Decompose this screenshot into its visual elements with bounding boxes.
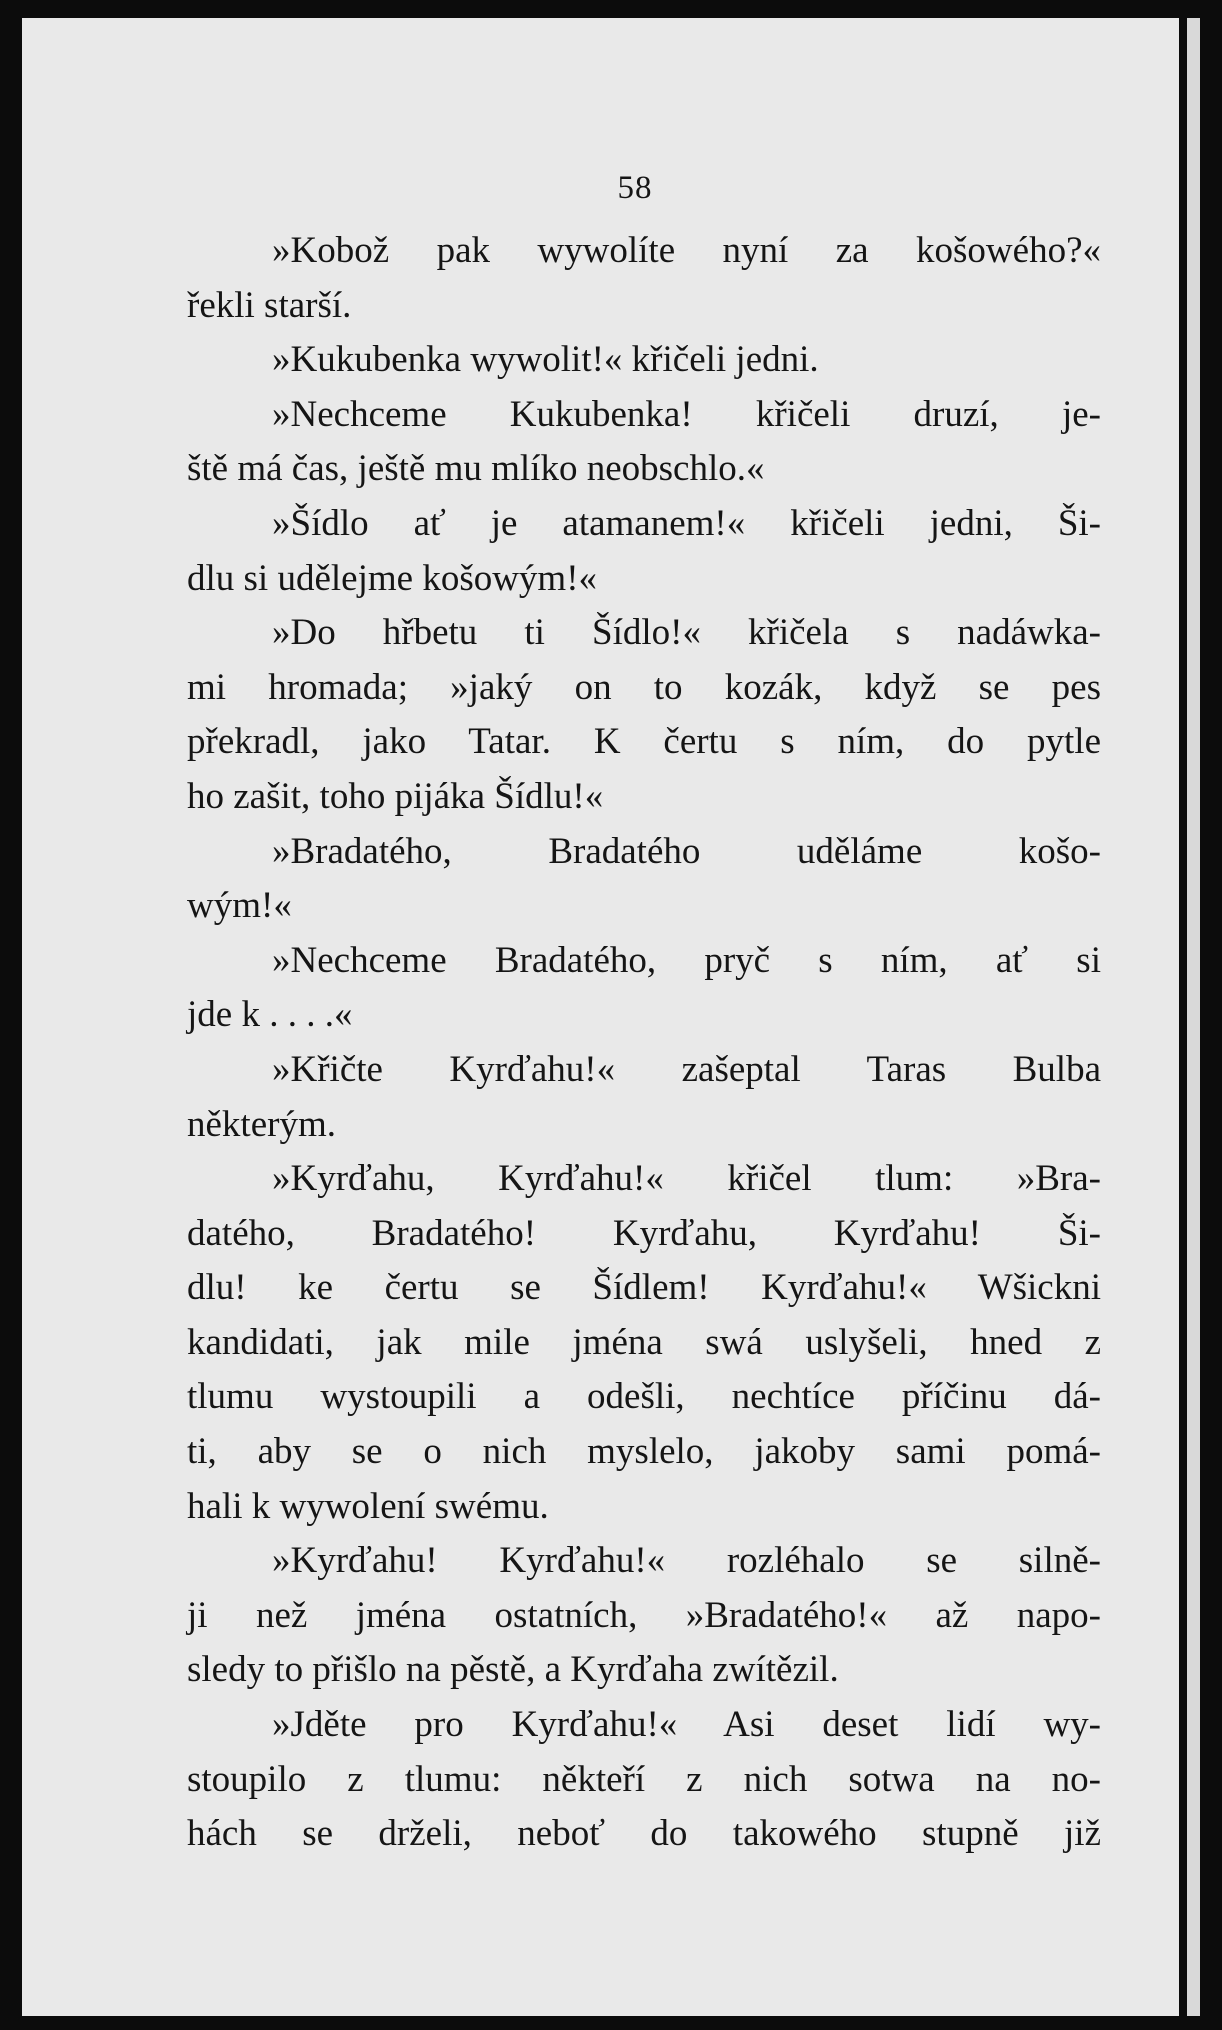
- text-line: »Šídlo ať je atamanem!« křičeli jedni, Ši-: [272, 502, 1101, 544]
- text-line: »Kobož pak wywolíte nyní za košowého?«: [272, 230, 1101, 271]
- text-line: »Do hřbetu ti Šídlo!« křičela s nadáwka-: [272, 612, 1101, 654]
- text-line: hali k wywolení swému.: [187, 1485, 549, 1527]
- text-line: dlu si udělejme košowým!«: [187, 557, 598, 599]
- text-line: dlu! ke čertu se Šídlem! Kyrďahu!« Wšickni: [187, 1267, 1101, 1309]
- text-line: ho zašit, toho pijáka Šídlu!«: [187, 775, 604, 817]
- text-line: některým.: [187, 1103, 336, 1145]
- text-line: »Bradatého, Bradatého uděláme košo-: [272, 830, 1101, 872]
- page-edge-strip: [1187, 18, 1200, 2016]
- text-line: ště má čas, ještě mu mlíko neobschlo.«: [187, 448, 765, 490]
- text-line: mi hromada; »jaký on to kozák, když se pes: [187, 666, 1101, 708]
- text-line: »Křičte Kyrďahu!« zašeptal Taras Bulba: [272, 1048, 1101, 1090]
- text-line: ji než jména ostatních, »Bradatého!« až napo-: [187, 1594, 1101, 1636]
- text-line: tlumu wystoupili a odešli, nechtíce příčinu dá-: [187, 1376, 1101, 1418]
- text-line: hách se drželi, neboť do takowého stupně již: [187, 1813, 1101, 1855]
- text-line: datého, Bradatého! Kyrďahu, Kyrďahu! Ši-: [187, 1212, 1101, 1254]
- text-line: »Kukubenka wywolit!« křičeli jedni.: [272, 339, 819, 381]
- text-line: kandidati, jak mile jména swá uslyšeli, hned z: [187, 1321, 1101, 1363]
- text-line: sledy to přišlo na pěstě, a Kyrďaha zwítězil.: [187, 1649, 839, 1691]
- text-line: překradl, jako Tatar. K čertu s ním, do pytle: [187, 721, 1101, 763]
- text-line: řekli starší.: [187, 284, 352, 326]
- text-line: »Nechceme Bradatého, pryč s ním, ať si: [272, 939, 1101, 981]
- text-line: stoupilo z tlumu: někteří z nich sotwa na no-: [187, 1758, 1101, 1800]
- text-line: wým!«: [187, 885, 292, 927]
- text-line: ti, aby se o nich myslelo, jakoby sami pomá-: [187, 1431, 1101, 1473]
- text-line: »Kyrďahu, Kyrďahu!« křičel tlum: »Bra-: [272, 1158, 1101, 1200]
- text-line: »Kyrďahu! Kyrďahu!« rozléhalo se silně-: [272, 1540, 1101, 1582]
- page-number: 58: [617, 170, 653, 206]
- text-line: »Jděte pro Kyrďahu!« Asi deset lidí wy-: [272, 1704, 1101, 1746]
- text-line: jde k . . . .«: [187, 994, 353, 1036]
- body-text: [187, 224, 1101, 1862]
- page-edge-shadow: [1179, 18, 1187, 2016]
- text-line: »Nechceme Kukubenka! křičeli druzí, je-: [272, 393, 1101, 435]
